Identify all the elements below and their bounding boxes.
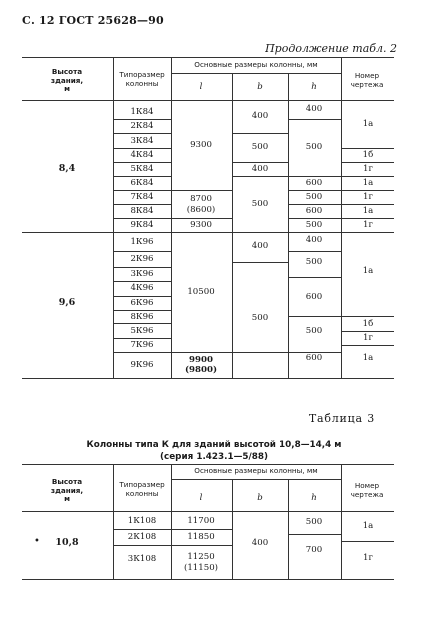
l-cell: 10500 <box>187 287 215 297</box>
h-cell: 600 <box>305 292 323 302</box>
header-h: h <box>311 493 317 503</box>
header-b: b <box>257 82 263 92</box>
drawing-cell: 1а <box>362 353 374 363</box>
type-cell: 7К96 <box>130 340 154 350</box>
header-type: Типоразмер колонны <box>119 480 165 498</box>
b-cell: 400 <box>251 241 269 251</box>
height-value: 8,4 <box>58 163 76 174</box>
type-cell: 3К108 <box>127 554 157 564</box>
header-dims: Основные размеры колонны, мм <box>194 60 318 69</box>
header-height: Высота здания, м <box>50 477 84 504</box>
b-cell: 500 <box>251 199 269 209</box>
header-b: b <box>257 493 263 503</box>
b-cell: 400 <box>251 538 269 548</box>
bullet-mark: • <box>34 536 40 547</box>
drawing-cell: 1а <box>362 119 374 129</box>
type-cell: 5К96 <box>130 326 154 336</box>
type-cell: 2К96 <box>130 254 154 264</box>
drawing-cell: 1г <box>363 333 373 343</box>
table-3-label: Таблица 3 <box>308 412 375 425</box>
header-drawing: Номер чертежа <box>350 481 384 499</box>
drawing-cell: 1г <box>363 553 373 563</box>
drawing-cell: 1а <box>362 266 374 276</box>
h-cell: 500 <box>305 326 323 336</box>
l-cell: 11850 <box>187 532 215 542</box>
type-cell: 8К84 <box>130 206 154 216</box>
h-cell: 700 <box>305 545 323 555</box>
l-cell: 9900 <box>189 355 213 365</box>
l-cell: (9800) <box>184 365 218 375</box>
type-cell: 2К84 <box>130 121 154 131</box>
drawing-cell: 1а <box>362 178 374 188</box>
height-value: 9,6 <box>58 297 76 308</box>
header-l: l <box>199 82 203 92</box>
header-drawing: Номер чертежа <box>350 71 384 89</box>
table-3-series: (серия 1.423.1—5/88) <box>159 452 269 462</box>
h-cell: 500 <box>305 257 323 267</box>
header-l: l <box>199 493 203 503</box>
h-cell: 600 <box>305 178 323 188</box>
h-cell: 400 <box>305 104 323 114</box>
header-h: h <box>311 82 317 92</box>
type-cell: 6К84 <box>130 178 154 188</box>
l-cell: (11150) <box>183 563 219 573</box>
type-cell: 1К96 <box>130 237 154 247</box>
drawing-cell: 1б <box>362 319 374 329</box>
drawing-cell: 1а <box>362 206 374 216</box>
type-cell: 9К84 <box>130 220 154 230</box>
type-cell: 3К96 <box>130 269 154 279</box>
b-cell: 500 <box>251 142 269 152</box>
b-cell: 500 <box>251 313 269 323</box>
l-cell: 11700 <box>187 516 215 526</box>
h-cell: 600 <box>305 206 323 216</box>
l-cell: 9300 <box>190 140 212 150</box>
continuation-label: Продолжение табл. 2 <box>265 42 397 55</box>
h-cell: 500 <box>305 192 323 202</box>
h-cell: 400 <box>305 235 323 245</box>
type-cell: 1К84 <box>130 107 154 117</box>
drawing-cell: 1г <box>363 192 373 202</box>
b-cell: 400 <box>251 164 269 174</box>
height-value: 10,8 <box>55 537 79 548</box>
h-cell: 500 <box>305 220 323 230</box>
header-height: Высота здания, м <box>50 67 84 94</box>
page-header: С. 12 ГОСТ 25628—90 <box>22 14 164 27</box>
l-cell: 9300 <box>190 220 212 230</box>
type-cell: 3К84 <box>130 136 154 146</box>
drawing-cell: 1г <box>363 220 373 230</box>
l-cell: 8700 <box>190 194 212 204</box>
type-cell: 8К96 <box>130 312 154 322</box>
type-cell: 9К96 <box>130 360 154 370</box>
type-cell: 2К108 <box>127 532 157 542</box>
header-type: Типоразмер колонны <box>119 70 165 88</box>
drawing-cell: 1б <box>362 150 374 160</box>
h-cell: 500 <box>305 517 323 527</box>
l-cell: 11250 <box>187 552 215 562</box>
type-cell: 6К96 <box>130 298 154 308</box>
type-cell: 7К84 <box>130 192 154 202</box>
h-cell: 500 <box>305 142 323 152</box>
drawing-cell: 1г <box>363 164 373 174</box>
h-cell: 600 <box>305 353 323 363</box>
table-3-caption: Колонны типа К для зданий высотой 10,8—14,4 м <box>86 440 342 450</box>
header-dims: Основные размеры колонны, мм <box>194 466 318 475</box>
type-cell: 4К96 <box>130 283 154 293</box>
b-cell: 400 <box>251 111 269 121</box>
type-cell: 5К84 <box>130 164 154 174</box>
drawing-cell: 1а <box>362 521 374 531</box>
l-cell: (8600) <box>186 205 216 215</box>
type-cell: 4К84 <box>130 150 154 160</box>
type-cell: 1К108 <box>127 516 157 526</box>
